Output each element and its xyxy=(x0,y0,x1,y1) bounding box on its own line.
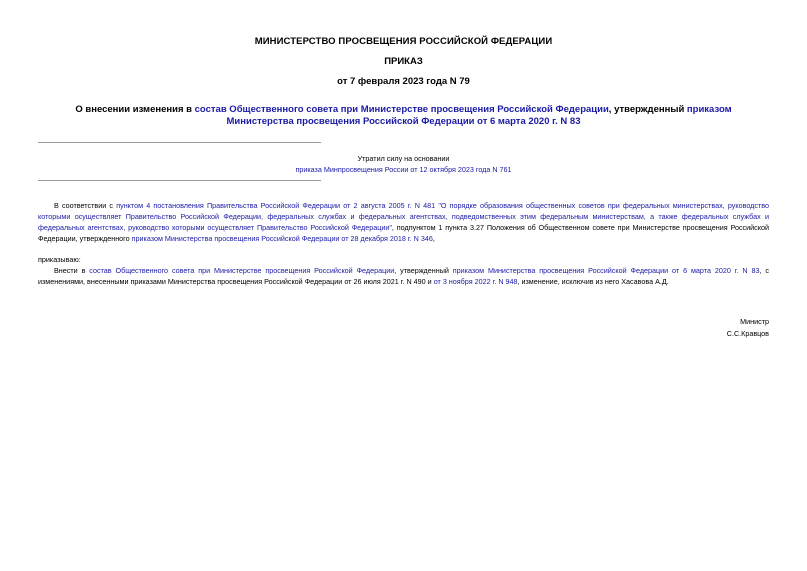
preamble-text: В соответствии с xyxy=(54,201,117,210)
body-link-council[interactable]: состав Общественного совета при Министерстве просвещения Российской Федерации xyxy=(89,266,395,275)
preamble-link-order[interactable]: приказом Министерства просвещения Российской Федерации от 28 декабря 2018 г. N 346 xyxy=(131,234,433,243)
preamble-paragraph xyxy=(38,200,769,244)
signature-name: С.С.Кравцов xyxy=(726,329,769,338)
preamble-link-decree[interactable]: пунктом 4 постановления Правительства Российской Федерации от 2 августа 2005 г. N 481 "О порядке образования общественных советов при федеральных министерствах, руководство которыми осуществляет Правительство Российской Федерации, федеральных службах и федеральных агентствах, подведомственных этим федеральным министерствам, а также федеральных службах и федеральных агентствах, руководство которыми осуществляет Правительство Российской Федерации" xyxy=(38,201,769,232)
divider-bottom xyxy=(38,180,321,181)
document-type: ПРИКАЗ xyxy=(384,56,423,67)
body-link-amendment[interactable]: от 3 ноября 2022 г. N 948 xyxy=(433,277,518,286)
title-text: , утвержденный xyxy=(608,104,687,115)
orders-label: приказываю: xyxy=(38,255,81,264)
title-link-council[interactable]: состав Общественного совета при Министерстве просвещения Российской Федерации xyxy=(194,104,609,115)
title-link-order[interactable]: приказом Министерства просвещения Российской Федерации от 6 марта 2020 г. N 83 xyxy=(226,104,732,127)
body-text: , изменение, исключив из него Хасавова А.Д. xyxy=(517,277,669,286)
body-link-order[interactable]: приказом Министерства просвещения Российской Федерации от 6 марта 2020 г. N 83 xyxy=(452,266,760,275)
signature-position: Министр xyxy=(740,317,769,326)
body-paragraph xyxy=(38,265,769,287)
divider-top xyxy=(38,142,321,143)
body-text: , утвержденный xyxy=(394,266,453,275)
title-text: О внесении изменения в xyxy=(75,104,195,115)
document-date-number: от 7 февраля 2023 года N 79 xyxy=(337,76,470,87)
lost-force-link[interactable]: приказа Минпросвещения России от 12 октября 2023 года N 761 xyxy=(295,165,512,174)
document-title xyxy=(50,104,757,128)
ministry-name: МИНИСТЕРСТВО ПРОСВЕЩЕНИЯ РОССИЙСКОЙ ФЕДЕРАЦИИ xyxy=(254,36,553,47)
preamble-text: , подпунктом 1 пункта 3.27 Положения об Общественном совете при Министерстве просвещения Российской Федерации, утвержденного xyxy=(38,223,770,243)
lost-force-note xyxy=(250,153,557,175)
body-text: Внести в xyxy=(54,266,90,275)
lost-force-text: Утратил силу на основании xyxy=(357,154,450,163)
body-text: , с изменениями, внесенными приказами Министерства просвещения Российской Федерации от 26 июля 2021 г. N 490 и xyxy=(38,266,770,286)
preamble-text: , xyxy=(432,234,435,243)
signature-block xyxy=(727,316,769,340)
